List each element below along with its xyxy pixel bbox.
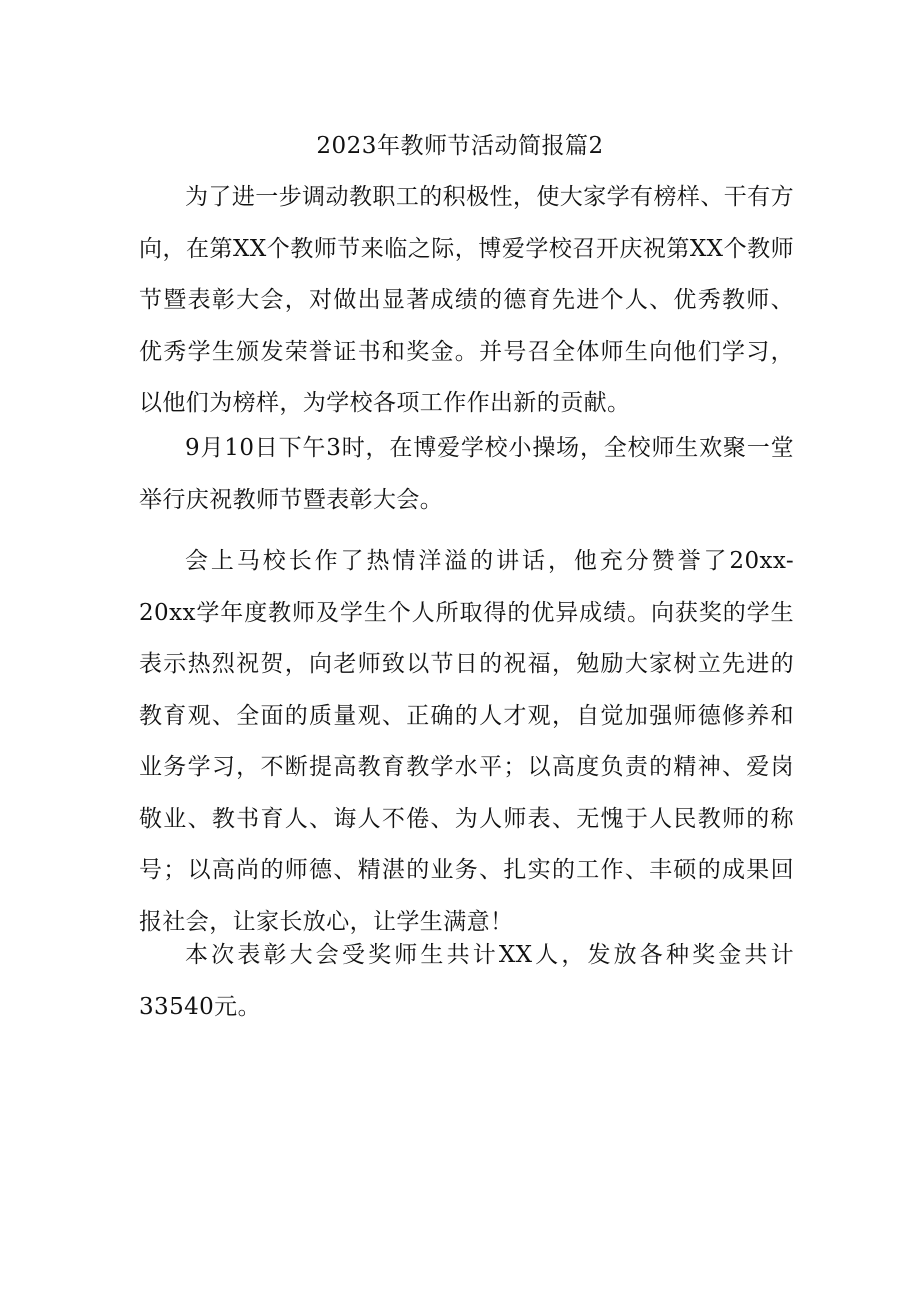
paragraph-award-summary: 本次表彰大会受奖师生共计XX人，发放各种奖金共计33540元。 [139, 942, 794, 1020]
paragraph-intro: 为了进一步调动教职工的积极性，使大家学有榜样、干有方向，在第XX个教师节来临之际，博爱学校召开庆祝第XX个教师节暨表彰大会，对做出显著成绩的德育先进个人、优秀教师、优秀学生颁发荣誉证书和奖金。并号召全体师生向他们学习，以他们为榜样，为学校各项工作作出新的贡献。 [139, 184, 794, 416]
document-title: 2023年教师节活动简报篇2 [316, 133, 604, 159]
paragraph-principal-speech: 会上马校长作了热情洋溢的讲话，他充分赞誉了20xx-20xx学年度教师及学生个人所取得的优异成绩。向获奖的学生表示热烈祝贺，向老师致以节日的祝福，勉励大家树立先进的教育观、全面的质量观、正确的人才观，自觉加强师德修养和业务学习，不断提高教育教学水平；以高度负责的精神、爱岗敬业、教书育人、诲人不倦、为人师表、无愧于人民教师的称号；以高尚的师德、精湛的业务、扎实的工作、丰硕的成果回报社会，让家长放心，让学生满意！ [139, 548, 794, 935]
paragraph-event-time: 9月10日下午3时，在博爱学校小操场，全校师生欢聚一堂举行庆祝教师节暨表彰大会。 [139, 435, 794, 513]
